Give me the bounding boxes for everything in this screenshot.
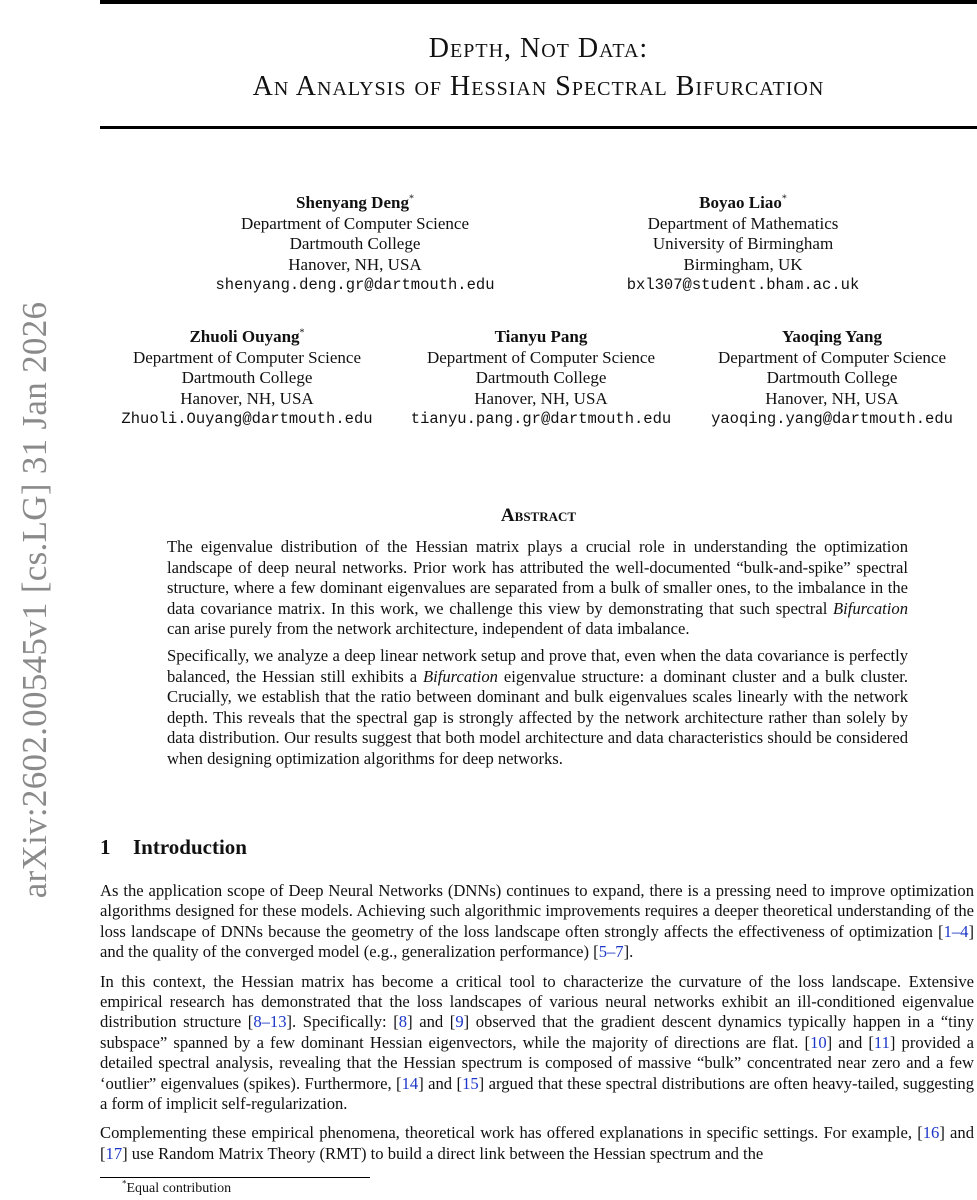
- author-email: bxl307@student.bham.ac.uk: [626, 276, 860, 294]
- author-dept: Department of Computer Science: [132, 347, 361, 367]
- author-location: Hanover, NH, USA: [474, 388, 608, 408]
- author-dept: Department of Computer Science: [426, 347, 655, 367]
- author-location: Birmingham, UK: [683, 254, 803, 274]
- arxiv-identifier: arXiv:2602.00545v1 [cs.LG] 31 Jan 2026: [15, 301, 54, 899]
- citation-link[interactable]: 15: [462, 1073, 479, 1093]
- author-email: Zhuoli.Ouyang@dartmouth.edu: [121, 410, 373, 428]
- footnote-mark: *: [122, 1178, 127, 1189]
- section-number: 1: [100, 835, 111, 859]
- author-location: Hanover, NH, USA: [765, 388, 899, 408]
- body-paragraph: As the application scope of Deep Neural Networks (DNNs) continues to expand, there is a pressing need to improve optimization algorithms designed for these models. Achieving such algorithmic improvements requires a deeper theoretical understanding of the loss landscape of DNNs because the geometry of the loss landscape often strongly affects the effectiveness of optimization [1–4] and the quality of the converged model (e.g., generalization performance) [5–7].: [100, 881, 974, 962]
- author-block: [672, 327, 977, 430]
- author-name: Boyao Liao: [699, 193, 782, 212]
- author-org: Dartmouth College: [181, 368, 313, 387]
- author-email: tianyu.pang.gr@dartmouth.edu: [410, 410, 672, 428]
- author-mark: *: [299, 327, 305, 339]
- author-org: Dartmouth College: [766, 368, 898, 387]
- intro-body: [100, 881, 974, 1173]
- author-block: [195, 193, 515, 296]
- author-dept: Department of Mathematics: [647, 213, 839, 233]
- body-paragraph: Complementing these empirical phenomena, theoretical work has offered explanations in specific settings. For example, [16] and [17] use Random Matrix Theory (RMT) to build a direct link between the Hessian spectrum and the: [100, 1123, 974, 1163]
- author-org: Dartmouth College: [289, 234, 421, 253]
- author-block: [381, 327, 701, 430]
- citation-link[interactable]: 16: [922, 1123, 940, 1143]
- citation-link[interactable]: 9: [455, 1012, 464, 1032]
- author-name: Zhuoli Ouyang: [189, 327, 300, 346]
- abstract-heading: Abstract: [500, 505, 577, 526]
- section-title: Introduction: [133, 835, 247, 859]
- abstract-body: [167, 537, 908, 776]
- citation-link[interactable]: 10: [810, 1032, 827, 1052]
- author-location: Hanover, NH, USA: [288, 254, 422, 274]
- author-org: University of Birmingham: [652, 234, 834, 253]
- title-rule-top: [100, 0, 977, 4]
- body-paragraph: In this context, the Hessian matrix has become a critical tool to characterize the curvature of the loss landscape. Extensive empirical research has demonstrated that the loss landscapes of various neural networks exhibit an ill-conditioned eigenvalue distribution structure [8–13]. Specifically: [8] and [9] observed that the gradient descent dynamics typically happen in a “tiny subspace” spanned by a few dominant Hessian eigenvectors, while the majority of directions are flat. [10] and [11] provided a detailed spectral analysis, revealing that the Hessian spectrum is composed of massive “bulk” concentrated near zero and a few ‘outlier” eigenvalues (spikes). Furthermore, [14] and [15] argued that these spectral distributions are often heavy-tailed, suggesting a form of implicit self-regularization.: [100, 971, 975, 1114]
- footnote: [122, 1178, 232, 1197]
- author-dept: Department of Computer Science: [240, 213, 469, 233]
- citation-link[interactable]: 8–13: [253, 1012, 287, 1032]
- abstract-paragraph: The eigenvalue distribution of the Hessian matrix plays a crucial role in understanding the optimization landscape of deep neural networks. Prior work has attributed the well-documented “bulk-and-spike” spectral structure, where a few dominant eigenvalues are separated from a bulk of smaller ones, to the imbalance in the data covariance matrix. In this work, we challenge this view by demonstrating that such spectral Bifurcation can arise purely from the network architecture, independent of data imbalance.: [167, 537, 908, 639]
- abstract-paragraph: Specifically, we analyze a deep linear network setup and prove that, even when the data covariance is perfectly balanced, the Hessian still exhibits a Bifurcation eigenvalue structure: a dominant cluster and a bulk cluster. Crucially, we establish that the ratio between dominant and bulk eigenvalues scales linearly with the network depth. This reveals that the spectral gap is strongly affected by the network architecture rather than solely by data distribution. Our results suggest that both model architecture and data characteristics should be considered when designing optimization algorithms for deep networks.: [167, 645, 908, 768]
- author-name: Shenyang Deng: [296, 193, 409, 212]
- section-heading: [100, 835, 247, 860]
- citation-link[interactable]: 14: [401, 1073, 419, 1093]
- citation-link[interactable]: 17: [105, 1143, 123, 1163]
- author-block: [583, 193, 903, 296]
- author-name: Tianyu Pang: [494, 327, 588, 346]
- author-mark: *: [408, 193, 414, 205]
- title-line-2: An Analysis of Hessian Spectral Bifurcation: [252, 71, 825, 102]
- author-dept: Department of Computer Science: [717, 347, 946, 367]
- title-line-1: Depth, Not Data:: [428, 33, 649, 64]
- author-email: yaoqing.yang@dartmouth.edu: [711, 410, 953, 428]
- title-rule-bottom: [100, 126, 977, 129]
- author-org: Dartmouth College: [475, 368, 607, 387]
- author-mark: *: [781, 193, 787, 205]
- footnote-text: Equal contribution: [126, 1181, 232, 1196]
- author-block: [87, 327, 407, 430]
- citation-link[interactable]: 5–7: [598, 942, 624, 962]
- citation-link[interactable]: 8: [398, 1012, 408, 1032]
- citation-link[interactable]: 1–4: [943, 921, 969, 941]
- author-location: Hanover, NH, USA: [180, 388, 314, 408]
- author-email: shenyang.deng.gr@dartmouth.edu: [215, 276, 495, 294]
- citation-link[interactable]: 11: [873, 1032, 890, 1052]
- paper-title: [100, 30, 977, 106]
- author-name: Yaoqing Yang: [782, 327, 882, 346]
- footnote-rule: [100, 1177, 370, 1178]
